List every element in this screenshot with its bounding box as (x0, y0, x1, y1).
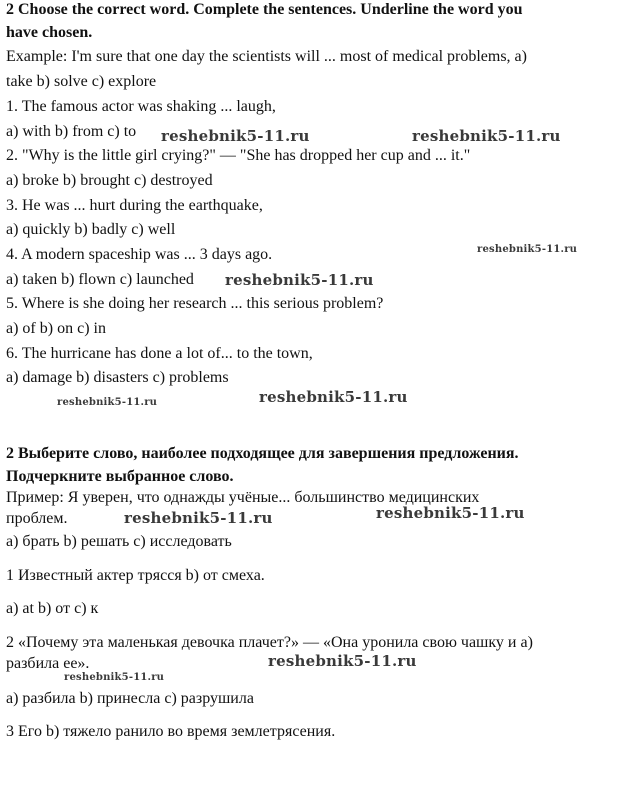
watermark: reshebnik5-11.ru (225, 271, 374, 289)
russian-example-line-2: проблем. (6, 510, 68, 527)
watermark: reshebnik5-11.ru (124, 509, 273, 527)
english-heading-line-2: have chosen. (6, 24, 93, 41)
english-question-4: 4. A modern spaceship was ... 3 days ago. (6, 246, 273, 263)
watermark: reshebnik5-11.ru (268, 652, 417, 670)
russian-question-1: 1 Известный актер трясся b) от смеха. (6, 567, 265, 584)
watermark: reshebnik5-11.ru (412, 127, 561, 145)
english-question-2: 2. "Why is the little girl crying?" — "She has dropped her cup and ... it." (6, 147, 471, 164)
watermark: reshebnik5-11.ru (376, 504, 525, 522)
english-question-3-options: a) quickly b) badly c) well (6, 221, 176, 238)
english-question-2-options: a) broke b) brought c) destroyed (6, 172, 213, 189)
english-question-1-options: a) with b) from c) to (6, 123, 137, 140)
english-question-1: 1. The famous actor was shaking ... laugh, (6, 98, 276, 115)
russian-question-2-line-1: 2 «Почему эта маленькая девочка плачет?» — «Она уронила свою чашку и а) (6, 634, 533, 651)
english-question-6: 6. The hurricane has done a lot of... to the town, (6, 345, 313, 362)
english-example-line-1: Example: I'm sure that one day the scientists will ... most of medical problems, a) (6, 48, 527, 65)
english-question-5-options: a) of b) on c) in (6, 320, 106, 337)
russian-question-1-options: а) at b) от с) к (6, 600, 99, 617)
russian-question-2-options: а) разбила b) принесла с) разрушила (6, 690, 254, 707)
russian-heading-line-2: Подчеркните выбранное слово. (6, 468, 234, 485)
watermark: reshebnik5-11.ru (259, 388, 408, 406)
english-question-3: 3. He was ... hurt during the earthquake, (6, 197, 263, 214)
english-heading-line-1: 2 Choose the correct word. Complete the sentences. Underline the word you (6, 1, 523, 18)
english-example-line-2: take b) solve c) explore (6, 73, 157, 90)
russian-heading-line-1: 2 Выберите слово, наиболее подходящее для завершения предложения. (6, 445, 519, 462)
watermark: reshebnik5-11.ru (64, 672, 165, 683)
english-question-5: 5. Where is she doing her research ... this serious problem? (6, 295, 384, 312)
watermark: reshebnik5-11.ru (161, 127, 310, 145)
russian-question-3: 3 Его b) тяжело ранило во время землетрясения. (6, 723, 336, 740)
english-question-6-options: a) damage b) disasters c) problems (6, 369, 229, 386)
russian-example-line-1: Пример: Я уверен, что однажды учёные... большинство медицинских (6, 489, 480, 506)
watermark: reshebnik5-11.ru (57, 397, 158, 408)
russian-question-2-line-2: разбила ее». (6, 655, 90, 672)
watermark: reshebnik5-11.ru (477, 244, 578, 255)
english-question-4-options: a) taken b) flown c) launched (6, 271, 194, 288)
russian-example-options: а) брать b) решать с) исследовать (6, 533, 232, 550)
